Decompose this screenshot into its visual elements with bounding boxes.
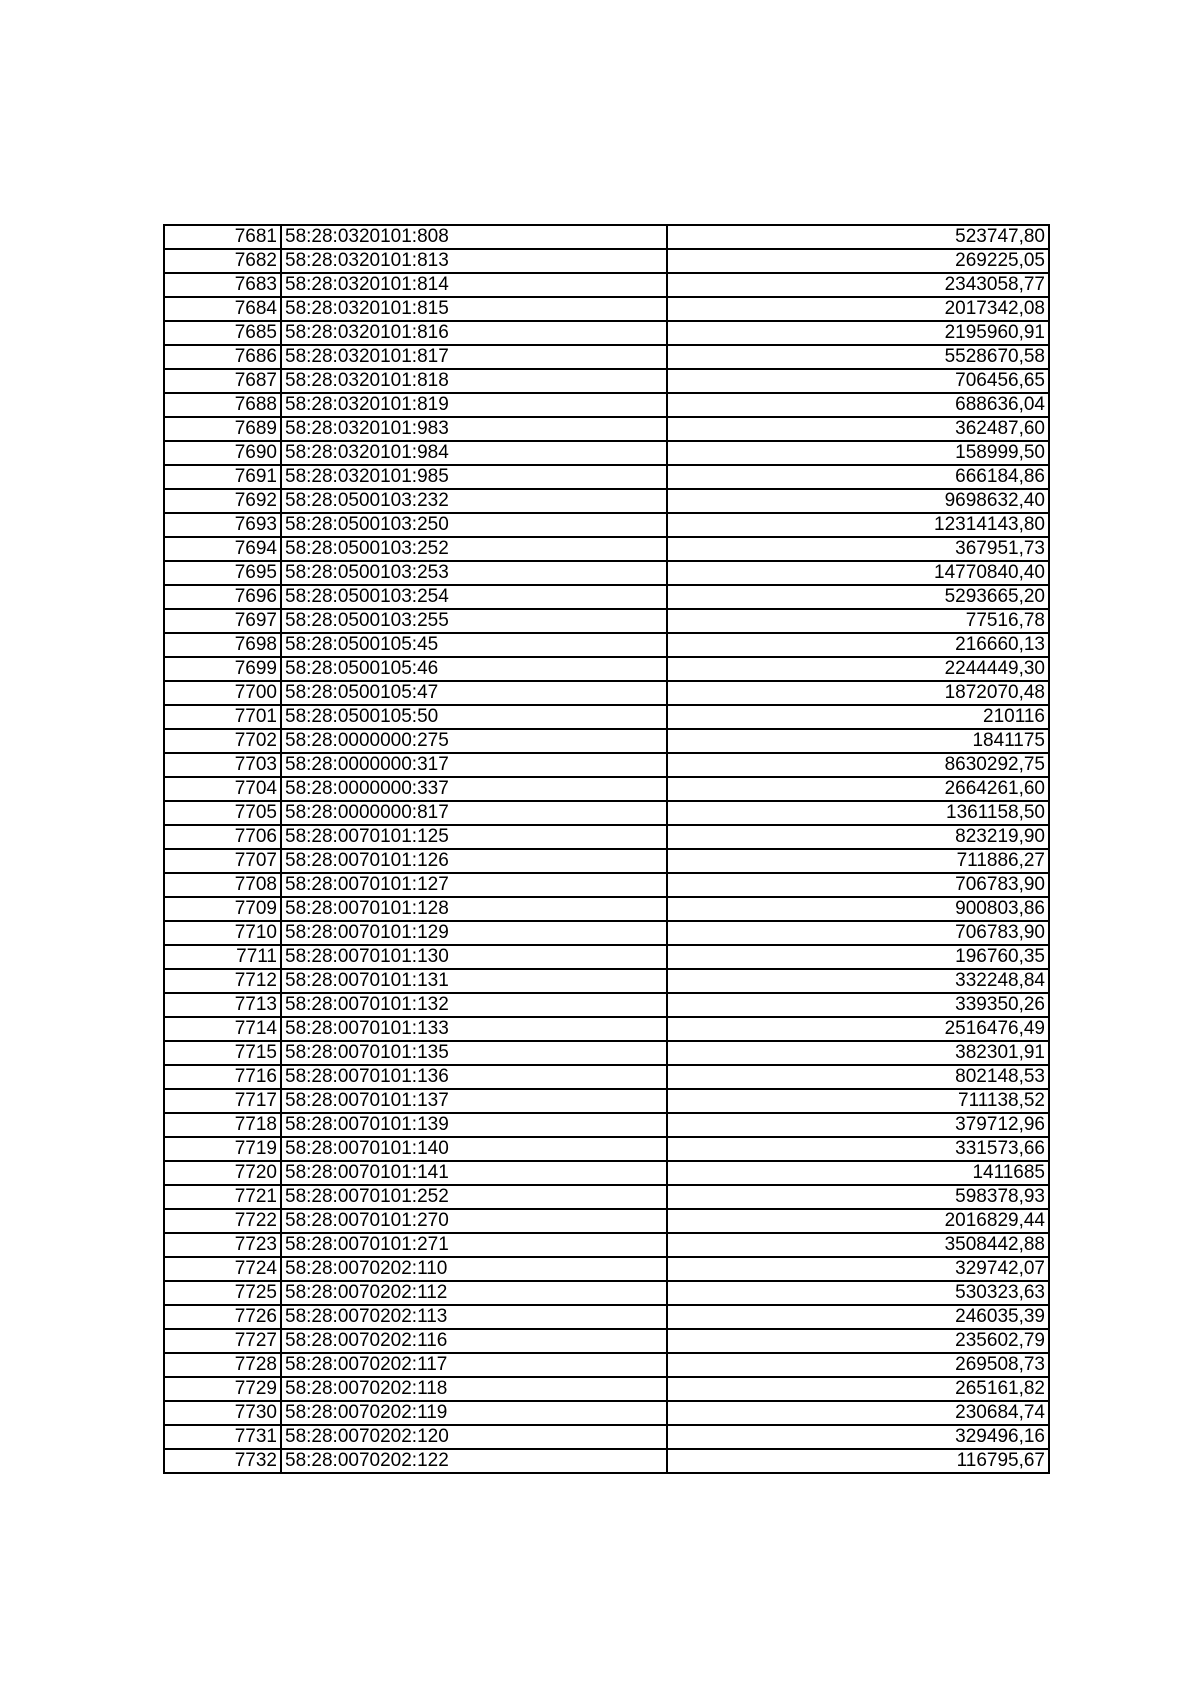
cadastral-number-cell: 58:28:0500103:253 (281, 561, 667, 585)
table-row (164, 1089, 1049, 1113)
table-row (164, 1185, 1049, 1209)
row-number-cell: 7708 (164, 873, 281, 897)
table-row (164, 393, 1049, 417)
table-row (164, 873, 1049, 897)
row-number-cell: 7683 (164, 273, 281, 297)
row-number-cell: 7712 (164, 969, 281, 993)
table-row (164, 969, 1049, 993)
cadastral-number-cell: 58:28:0070101:128 (281, 897, 667, 921)
table-row (164, 249, 1049, 273)
table-row (164, 1449, 1049, 1473)
value-cell: 711138,52 (667, 1089, 1049, 1113)
row-number-cell: 7720 (164, 1161, 281, 1185)
value-cell: 332248,84 (667, 969, 1049, 993)
table-row (164, 777, 1049, 801)
table-row (164, 225, 1049, 249)
value-cell: 331573,66 (667, 1137, 1049, 1161)
cadastral-number-cell: 58:28:0000000:337 (281, 777, 667, 801)
value-cell: 3508442,88 (667, 1233, 1049, 1257)
cadastral-number-cell: 58:28:0000000:317 (281, 753, 667, 777)
value-cell: 269225,05 (667, 249, 1049, 273)
cadastral-number-cell: 58:28:0500105:47 (281, 681, 667, 705)
cadastral-number-cell: 58:28:0320101:815 (281, 297, 667, 321)
cadastral-number-cell: 58:28:0000000:817 (281, 801, 667, 825)
cadastral-number-cell: 58:28:0500103:250 (281, 513, 667, 537)
row-number-cell: 7716 (164, 1065, 281, 1089)
row-number-cell: 7694 (164, 537, 281, 561)
cadastral-number-cell: 58:28:0070101:130 (281, 945, 667, 969)
value-cell: 329496,16 (667, 1425, 1049, 1449)
row-number-cell: 7702 (164, 729, 281, 753)
table-row (164, 1233, 1049, 1257)
value-cell: 2516476,49 (667, 1017, 1049, 1041)
table-row (164, 1041, 1049, 1065)
table-row (164, 585, 1049, 609)
table-row (164, 321, 1049, 345)
cadastral-number-cell: 58:28:0070101:129 (281, 921, 667, 945)
value-cell: 5293665,20 (667, 585, 1049, 609)
table-row (164, 1137, 1049, 1161)
row-number-cell: 7704 (164, 777, 281, 801)
value-cell: 823219,90 (667, 825, 1049, 849)
table-row (164, 753, 1049, 777)
value-cell: 362487,60 (667, 417, 1049, 441)
row-number-cell: 7710 (164, 921, 281, 945)
cadastral-number-cell: 58:28:0500105:50 (281, 705, 667, 729)
table-row (164, 1401, 1049, 1425)
cadastral-number-cell: 58:28:0070101:125 (281, 825, 667, 849)
row-number-cell: 7687 (164, 369, 281, 393)
row-number-cell: 7706 (164, 825, 281, 849)
cadastral-number-cell: 58:28:0500105:46 (281, 657, 667, 681)
cadastral-number-cell: 58:28:0500103:232 (281, 489, 667, 513)
table-row (164, 1257, 1049, 1281)
row-number-cell: 7729 (164, 1377, 281, 1401)
cadastral-number-cell: 58:28:0070202:122 (281, 1449, 667, 1473)
value-cell: 666184,86 (667, 465, 1049, 489)
cadastral-number-cell: 58:28:0070101:135 (281, 1041, 667, 1065)
table-row (164, 1161, 1049, 1185)
value-cell: 367951,73 (667, 537, 1049, 561)
row-number-cell: 7700 (164, 681, 281, 705)
value-cell: 246035,39 (667, 1305, 1049, 1329)
row-number-cell: 7681 (164, 225, 281, 249)
row-number-cell: 7698 (164, 633, 281, 657)
table-row (164, 729, 1049, 753)
cadastral-number-cell: 58:28:0070202:120 (281, 1425, 667, 1449)
table-row (164, 417, 1049, 441)
cadastral-number-cell: 58:28:0320101:983 (281, 417, 667, 441)
table-row (164, 1353, 1049, 1377)
cadastral-number-cell: 58:28:0070202:117 (281, 1353, 667, 1377)
row-number-cell: 7697 (164, 609, 281, 633)
row-number-cell: 7705 (164, 801, 281, 825)
cadastral-number-cell: 58:28:0070101:126 (281, 849, 667, 873)
value-cell: 77516,78 (667, 609, 1049, 633)
cadastral-number-cell: 58:28:0320101:808 (281, 225, 667, 249)
table-row (164, 681, 1049, 705)
cadastral-number-cell: 58:28:0500105:45 (281, 633, 667, 657)
row-number-cell: 7707 (164, 849, 281, 873)
table-row (164, 1329, 1049, 1353)
row-number-cell: 7730 (164, 1401, 281, 1425)
value-cell: 269508,73 (667, 1353, 1049, 1377)
value-cell: 379712,96 (667, 1113, 1049, 1137)
table-row (164, 441, 1049, 465)
table-row (164, 1377, 1049, 1401)
row-number-cell: 7717 (164, 1089, 281, 1113)
row-number-cell: 7690 (164, 441, 281, 465)
value-cell: 1872070,48 (667, 681, 1049, 705)
value-cell: 900803,86 (667, 897, 1049, 921)
cadastral-number-cell: 58:28:0070202:113 (281, 1305, 667, 1329)
value-cell: 802148,53 (667, 1065, 1049, 1089)
row-number-cell: 7696 (164, 585, 281, 609)
value-cell: 688636,04 (667, 393, 1049, 417)
cadastral-number-cell: 58:28:0070101:131 (281, 969, 667, 993)
value-cell: 1411685 (667, 1161, 1049, 1185)
table-row (164, 561, 1049, 585)
cadastral-number-cell: 58:28:0320101:985 (281, 465, 667, 489)
row-number-cell: 7714 (164, 1017, 281, 1041)
table-row (164, 849, 1049, 873)
cadastral-number-cell: 58:28:0070101:137 (281, 1089, 667, 1113)
value-cell: 196760,35 (667, 945, 1049, 969)
value-cell: 706783,90 (667, 921, 1049, 945)
value-cell: 706783,90 (667, 873, 1049, 897)
row-number-cell: 7695 (164, 561, 281, 585)
cadastral-number-cell: 58:28:0070101:139 (281, 1113, 667, 1137)
value-cell: 235602,79 (667, 1329, 1049, 1353)
table-row (164, 297, 1049, 321)
value-cell: 382301,91 (667, 1041, 1049, 1065)
cadastral-number-cell: 58:28:0070202:110 (281, 1257, 667, 1281)
cadastral-number-cell: 58:28:0320101:813 (281, 249, 667, 273)
value-cell: 12314143,80 (667, 513, 1049, 537)
row-number-cell: 7718 (164, 1113, 281, 1137)
value-cell: 2017342,08 (667, 297, 1049, 321)
value-cell: 230684,74 (667, 1401, 1049, 1425)
table-row (164, 993, 1049, 1017)
row-number-cell: 7722 (164, 1209, 281, 1233)
row-number-cell: 7725 (164, 1281, 281, 1305)
table-body (164, 225, 1049, 1473)
table-row (164, 609, 1049, 633)
table-row (164, 465, 1049, 489)
row-number-cell: 7711 (164, 945, 281, 969)
table-row (164, 537, 1049, 561)
value-cell: 14770840,40 (667, 561, 1049, 585)
row-number-cell: 7726 (164, 1305, 281, 1329)
row-number-cell: 7732 (164, 1449, 281, 1473)
row-number-cell: 7723 (164, 1233, 281, 1257)
row-number-cell: 7727 (164, 1329, 281, 1353)
table-row (164, 633, 1049, 657)
table-row (164, 897, 1049, 921)
table-row (164, 705, 1049, 729)
value-cell: 2343058,77 (667, 273, 1049, 297)
value-cell: 158999,50 (667, 441, 1049, 465)
row-number-cell: 7699 (164, 657, 281, 681)
cadastral-number-cell: 58:28:0070202:116 (281, 1329, 667, 1353)
row-number-cell: 7685 (164, 321, 281, 345)
cadastral-number-cell: 58:28:0070101:141 (281, 1161, 667, 1185)
cadastral-number-cell: 58:28:0500103:254 (281, 585, 667, 609)
table-row (164, 825, 1049, 849)
cadastral-value-table (163, 224, 1050, 1474)
table-row (164, 369, 1049, 393)
cadastral-number-cell: 58:28:0500103:255 (281, 609, 667, 633)
value-cell: 1841175 (667, 729, 1049, 753)
row-number-cell: 7728 (164, 1353, 281, 1377)
value-cell: 523747,80 (667, 225, 1049, 249)
row-number-cell: 7686 (164, 345, 281, 369)
row-number-cell: 7692 (164, 489, 281, 513)
row-number-cell: 7731 (164, 1425, 281, 1449)
cadastral-number-cell: 58:28:0320101:816 (281, 321, 667, 345)
cadastral-number-cell: 58:28:0320101:819 (281, 393, 667, 417)
cadastral-number-cell: 58:28:0500103:252 (281, 537, 667, 561)
table-row (164, 1065, 1049, 1089)
value-cell: 265161,82 (667, 1377, 1049, 1401)
value-cell: 9698632,40 (667, 489, 1049, 513)
cadastral-number-cell: 58:28:0070202:118 (281, 1377, 667, 1401)
cadastral-number-cell: 58:28:0000000:275 (281, 729, 667, 753)
row-number-cell: 7713 (164, 993, 281, 1017)
row-number-cell: 7684 (164, 297, 281, 321)
row-number-cell: 7689 (164, 417, 281, 441)
value-cell: 116795,67 (667, 1449, 1049, 1473)
row-number-cell: 7719 (164, 1137, 281, 1161)
table-row (164, 273, 1049, 297)
cadastral-number-cell: 58:28:0070101:133 (281, 1017, 667, 1041)
value-cell: 339350,26 (667, 993, 1049, 1017)
table-row (164, 1017, 1049, 1041)
cadastral-number-cell: 58:28:0320101:984 (281, 441, 667, 465)
table-row (164, 1209, 1049, 1233)
cadastral-number-cell: 58:28:0070101:140 (281, 1137, 667, 1161)
cadastral-number-cell: 58:28:0070101:136 (281, 1065, 667, 1089)
table-row (164, 801, 1049, 825)
table-row (164, 513, 1049, 537)
table-row (164, 489, 1049, 513)
table-row (164, 1281, 1049, 1305)
value-cell: 2244449,30 (667, 657, 1049, 681)
cadastral-number-cell: 58:28:0070101:270 (281, 1209, 667, 1233)
cadastral-number-cell: 58:28:0070101:132 (281, 993, 667, 1017)
value-cell: 711886,27 (667, 849, 1049, 873)
table-row (164, 657, 1049, 681)
value-cell: 2664261,60 (667, 777, 1049, 801)
row-number-cell: 7721 (164, 1185, 281, 1209)
value-cell: 706456,65 (667, 369, 1049, 393)
cadastral-number-cell: 58:28:0070202:119 (281, 1401, 667, 1425)
row-number-cell: 7701 (164, 705, 281, 729)
cadastral-number-cell: 58:28:0320101:814 (281, 273, 667, 297)
value-cell: 216660,13 (667, 633, 1049, 657)
table-row (164, 1305, 1049, 1329)
row-number-cell: 7688 (164, 393, 281, 417)
value-cell: 598378,93 (667, 1185, 1049, 1209)
row-number-cell: 7715 (164, 1041, 281, 1065)
row-number-cell: 7693 (164, 513, 281, 537)
value-cell: 5528670,58 (667, 345, 1049, 369)
cadastral-number-cell: 58:28:0070101:271 (281, 1233, 667, 1257)
row-number-cell: 7682 (164, 249, 281, 273)
row-number-cell: 7703 (164, 753, 281, 777)
cadastral-number-cell: 58:28:0070101:127 (281, 873, 667, 897)
value-cell: 530323,63 (667, 1281, 1049, 1305)
value-cell: 2016829,44 (667, 1209, 1049, 1233)
value-cell: 210116 (667, 705, 1049, 729)
cadastral-number-cell: 58:28:0070202:112 (281, 1281, 667, 1305)
row-number-cell: 7709 (164, 897, 281, 921)
value-cell: 329742,07 (667, 1257, 1049, 1281)
cadastral-number-cell: 58:28:0070101:252 (281, 1185, 667, 1209)
row-number-cell: 7691 (164, 465, 281, 489)
row-number-cell: 7724 (164, 1257, 281, 1281)
value-cell: 2195960,91 (667, 321, 1049, 345)
table-row (164, 945, 1049, 969)
cadastral-number-cell: 58:28:0320101:817 (281, 345, 667, 369)
table-row (164, 345, 1049, 369)
table-row (164, 1113, 1049, 1137)
value-cell: 8630292,75 (667, 753, 1049, 777)
table-row (164, 921, 1049, 945)
cadastral-number-cell: 58:28:0320101:818 (281, 369, 667, 393)
table-row (164, 1425, 1049, 1449)
value-cell: 1361158,50 (667, 801, 1049, 825)
